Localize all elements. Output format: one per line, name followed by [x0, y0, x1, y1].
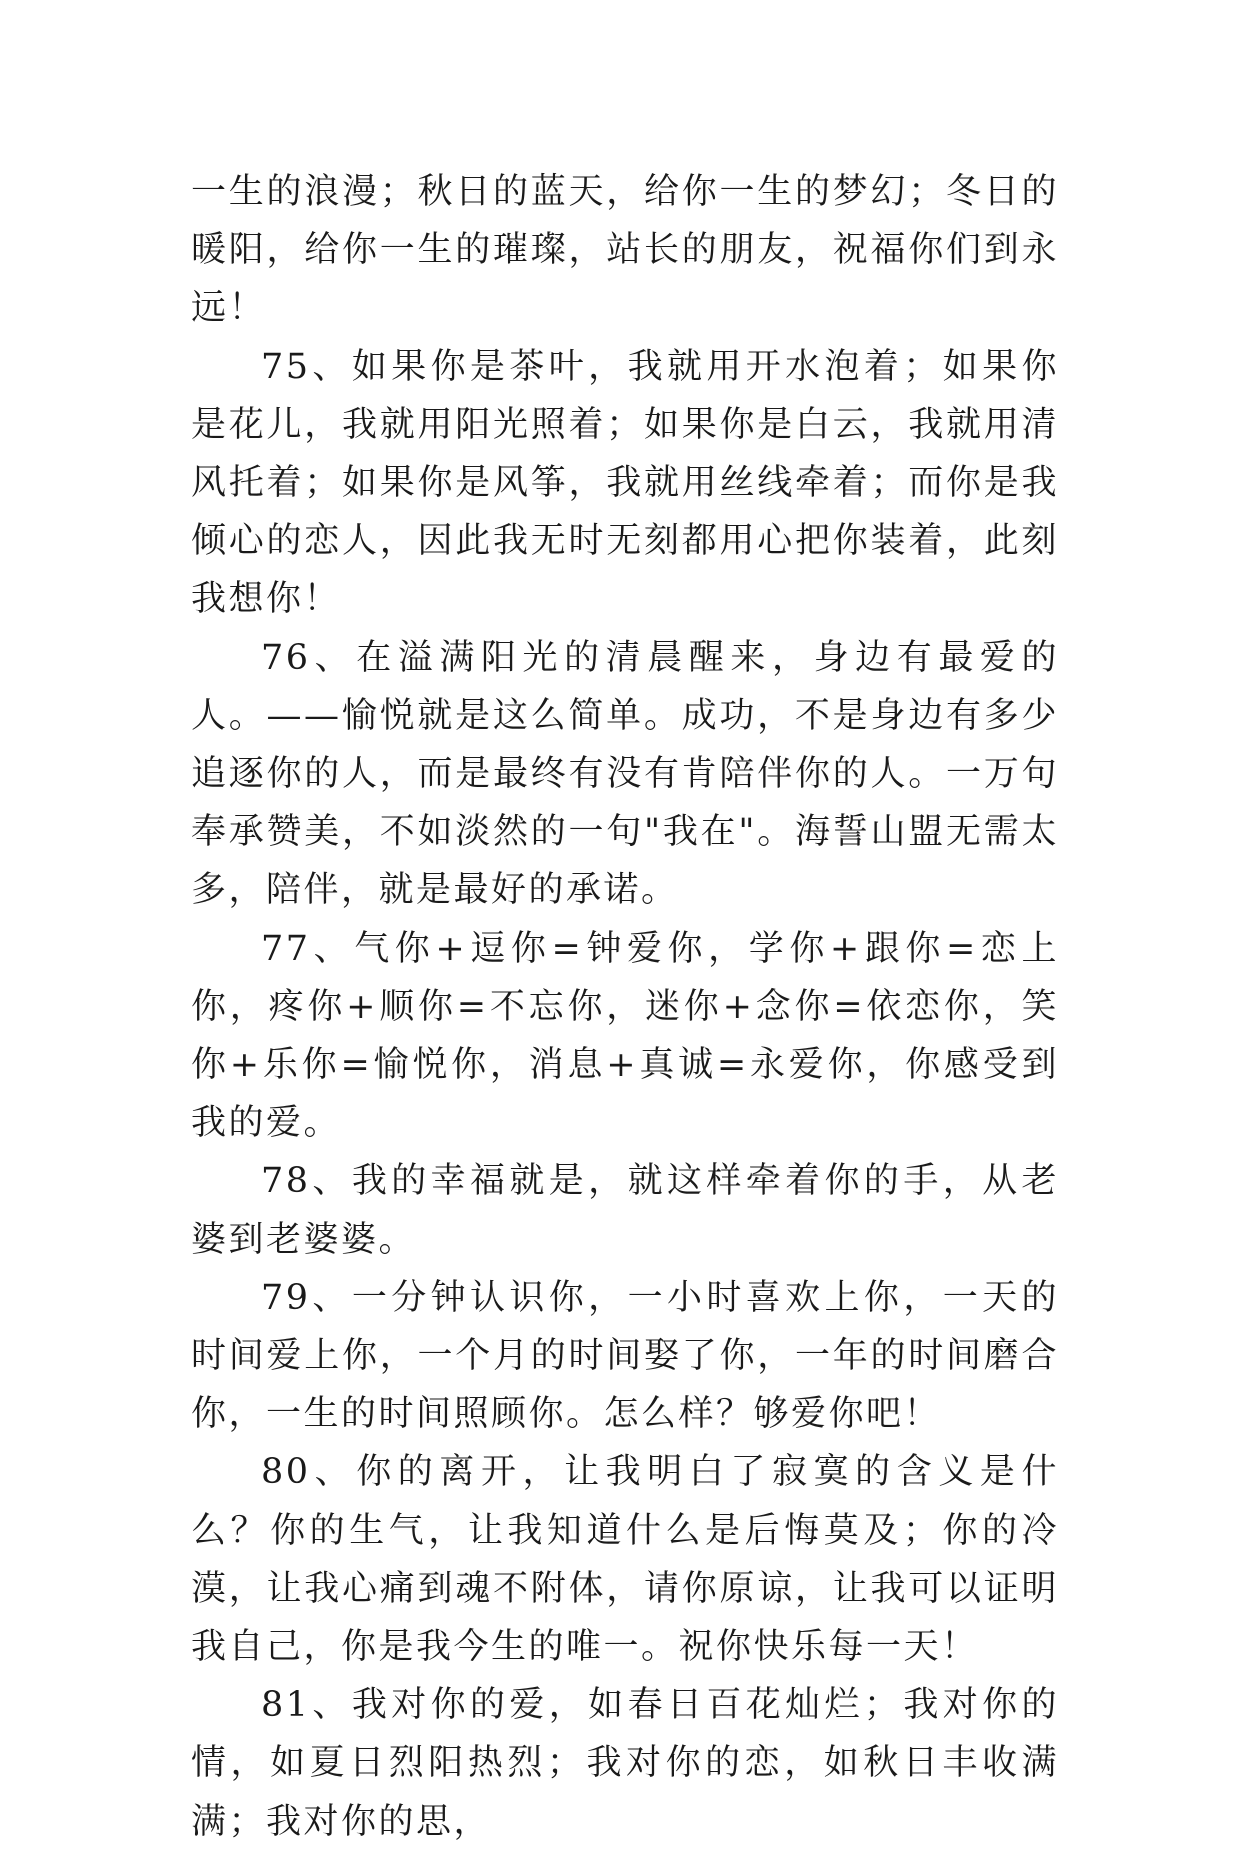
paragraph-79: 79、一分钟认识你，一小时喜欢上你，一天的时间爱上你，一个月的时间娶了你，一年的时间磨合你，一生的时间照顾你。怎么样？够爱你吧！	[191, 1277, 1059, 1435]
paragraph-75: 75、如果你是茶叶，我就用开水泡着；如果你是花儿，我就用阳光照着；如果你是白云，我就用清风托着；如果你是风筝，我就用丝线牵着；而你是我倾心的恋人，因此我无时无刻都用心把你装着，此刻我想你！	[191, 346, 1059, 620]
paragraph-77: 77、气你+逗你=钟爱你，学你+跟你=恋上你，疼你+顺你=不忘你，迷你+念你=依恋你，笑你+乐你=愉悦你，消息+真诚=永爱你，你感受到我的爱。	[191, 928, 1059, 1144]
paragraph-76: 76、在溢满阳光的清晨醒来，身边有最爱的人。——愉悦就是这么简单。成功，不是身边有多少追逐你的人，而是最终有没有肯陪伴你的人。一万句奉承赞美，不如淡然的一句"我在"。海誓山盟无需太多，陪伴，就是最好的承诺。	[191, 637, 1059, 911]
document-body	[191, 163, 1059, 1851]
paragraph-continuation: 一生的浪漫；秋日的蓝天，给你一生的梦幻；冬日的暖阳，给你一生的璀璨，站长的朋友，祝福你们到永远！	[191, 172, 1059, 329]
paragraph-80: 80、你的离开，让我明白了寂寞的含义是什么？你的生气，让我知道什么是后悔莫及；你的冷漠，让我心痛到魂不附体，请你原谅，让我可以证明我自己，你是我今生的唯一。祝你快乐每一天！	[191, 1452, 1059, 1668]
paragraph-78: 78、我的幸福就是，就这样牵着你的手，从老婆到老婆婆。	[191, 1161, 1059, 1260]
paragraph-81: 81、我对你的爱，如春日百花灿烂；我对你的情，如夏日烈阳热烈；我对你的恋，如秋日丰收满满；我对你的思，	[191, 1685, 1059, 1842]
